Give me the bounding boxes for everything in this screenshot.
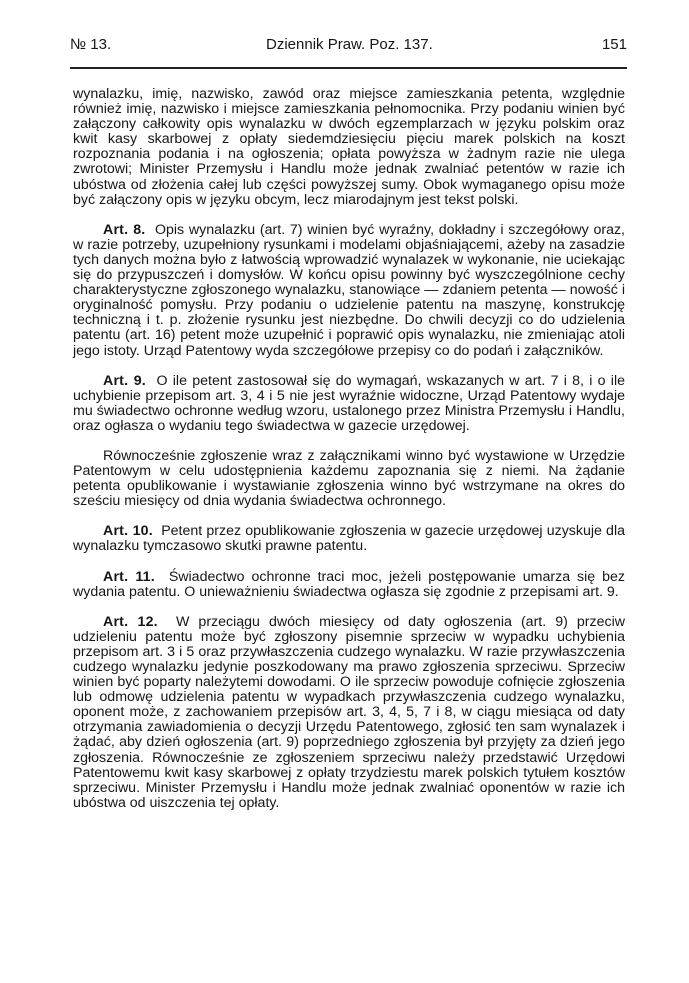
journal-title: Dziennik Praw. Poz. 137. [266,36,433,53]
article-label: Art. 9. [103,372,146,389]
paragraph-text: Świadectwo ochronne traci moc, jeżeli postępowanie umarza się bez wydania patentu. O unieważnieniu świadectwa ogłasza się zgodnie z przepisami art. 9. [73,568,625,600]
issue-number: № 13. [70,36,112,53]
paragraph-text: Petent przez opublikowanie zgłoszenia w gazecie urzędowej uzyskuje dla wynalazku tymczasowo skutki prawne patentu. [73,523,625,555]
paragraph-text: W przeciągu dwóch miesięcy od daty ogłoszenia (art. 9) przeciw udzieleniu patentu może być zgłoszony pisemnie sprzeciw w wypadku uchybienia przepisom art. 3 i 5 oraz przywłaszczenia cudzego wynalazku. W razie przywłaszczenia cudzego wynalazku jedynie poszkodowany ma prawo zgłoszenia sprzeciwu. Sprzeciw winien być poparty należytemi dowodami. O ile sprzeciw powoduje cofnięcie zgłoszenia lub odmowę udzielenia patentu w wypadkach przywłaszczenia cudzego wynalazku, oponent może, z zachowaniem przepisów art. 3, 4, 5, 7 i 8, w ciągu miesiąca od daty otrzymania zawiadomienia o decyzji Urzędu Patentowego, zgłosić ten sam wynalazek i żądać, aby dzień ogłoszenia (art. 9) poprzedniego zgłoszenia był przyjęty za dzień jego zgłoszenia. Równocześnie ze zgłoszeniem sprzeciwu należy przedstawić Urzędowi Patentowemu kwit kasy skarbowej z opłaty trzydziestu marek polskich tytułem kosztów sprzeciwu. Minister Przemysłu i Handlu może jednak zwalniać oponentów w razie ich ubóstwa od uiszczenia tej opłaty. [73,613,626,811]
article-label: Art. 8. [103,221,146,238]
article-10 [73,524,625,554]
running-header [70,36,627,58]
paragraph-text: Równocześnie zgłoszenie wraz z załącznikami winno być wystawione w Urzędzie Patentowym w celu udostępnienia każdemu zapoznania się z niemi. Na żądanie petenta opublikowanie i wystawianie zgłoszenia winno być wstrzymane na okres do sześciu miesięcy od dnia wydania świadectwa ochronnego. [73,447,625,510]
article-11 [73,570,625,600]
article-12 [73,615,625,811]
header-rule [70,67,627,69]
article-9 [73,374,625,434]
paragraph-continuation [73,87,625,208]
article-label: Art. 11. [103,568,155,585]
article-label: Art. 10. [103,523,153,540]
article-label: Art. 12. [103,613,158,630]
paragraph-text: wynalazku, imię, nazwisko, zawód oraz miejsce zamieszkania petenta, względnie również imię, nazwisko i miejsce zamieszkania pełnomocnika. Przy podaniu winien być załączony całkowity opis wynalazku w dwóch egzemplarzach w języku polskim oraz kwit kasy skarbowej z opłaty siedemdziesięciu pięciu marek polskich na koszt rozpoznania podania i na ogłoszenia; opłata powyższa w żadnym razie nie ulega zwrotowi; Minister Przemysłu i Handlu może jednak zwalniać petentów w razie ich ubóstwa od złożenia całej lub części powyższej sumy. Obok wymaganego opisu może być załączony opis w języku obcym, lecz miarodajnym jest tekst polski. [73,86,625,208]
document-body [73,87,625,811]
page-number: 151 [601,36,627,53]
paragraph-text: O ile petent zastosował się do wymagań, wskazanych w art. 7 i 8, i o ile uchybienie przepisom art. 3, 4 i 5 nie jest wyraźnie widoczne, Urząd Patentowy wydaje mu świadectwo ochronne według wzoru, ustalonego przez Ministra Przemysłu i Handlu, oraz ogłasza o wydaniu tego świadectwa w gazecie urzędowej. [73,372,625,434]
paragraph-text: Opis wynalazku (art. 7) winien być wyraźny, dokładny i szczegółowy oraz, w razie potrzeby, uzupełniony rysunkami i modelami objaśniającemi, ażeby na zasadzie tych danych można było z łatwością wprowadzić wynalazek w wykonanie, nie uciekając się do przypuszczeń i domysłów. W końcu opisu powinny być wyszczególnione cechy charakterystyczne zgłoszonego wynalazku, stanowiące — zdaniem petenta — nowość i oryginalność pomysłu. Przy podaniu o udzielenie patentu na maszynę, konstrukcję techniczną i t. p. złożenie rysunku jest niezbędne. Do chwili decyzji co do udzielenia patentu (art. 16) petent może uzupełnić i poprawić opis wynalazku, nie zmieniając atoli jego istoty. Urząd Patentowy wyda szczegółowe przepisy co do podań i załączników. [73,221,625,359]
article-9-paragraph-2 [73,449,625,509]
article-8 [73,223,625,359]
